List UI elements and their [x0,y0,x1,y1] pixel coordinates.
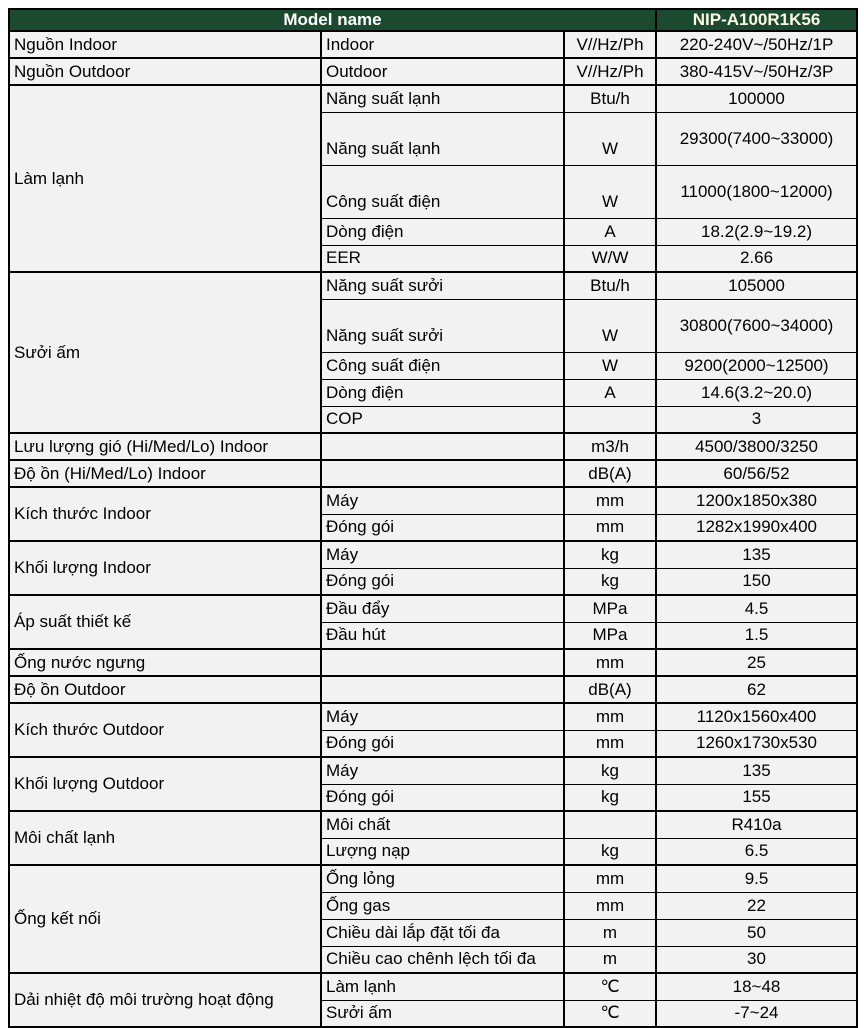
spec-label-cell: Dòng điện [321,379,564,406]
unit-cell: A [564,218,656,245]
value-cell: 4500/3800/3250 [656,433,857,460]
table-row [9,487,857,514]
unit-cell: ℃ [564,1000,656,1027]
unit-cell: mm [564,703,656,730]
table-row [9,460,857,487]
spec-label-cell: Năng suất sưởi [321,272,564,299]
spec-label-cell: Máy [321,487,564,514]
unit-cell: W/W [564,245,656,272]
spec-label-cell: Đầu đẩy [321,595,564,622]
category-cell: Kích thước Outdoor [9,703,321,757]
unit-cell: m [564,946,656,973]
value-cell: 22 [656,892,857,919]
value-cell: 1.5 [656,622,857,649]
spec-label-cell: COP [321,406,564,433]
spec-label-cell: Chiều dài lắp đặt tối đa [321,919,564,946]
value-cell: 135 [656,757,857,784]
table-row [9,757,857,784]
spec-label-cell: Lượng nạp [321,838,564,865]
unit-cell: W [564,112,656,165]
value-cell: 11000(1800~12000) [656,165,857,218]
table-row [9,272,857,299]
value-cell: 25 [656,649,857,676]
model-name-header: Model name [9,9,656,31]
category-cell: Độ ồn (Hi/Med/Lo) Indoor [9,460,321,487]
category-cell: Môi chất lạnh [9,811,321,865]
value-cell: 62 [656,676,857,703]
table-row [9,595,857,622]
value-cell: 380-415V~/50Hz/3P [656,58,857,85]
unit-cell: mm [564,865,656,892]
table-row [9,703,857,730]
value-cell: 30 [656,946,857,973]
value-cell: 1282x1990x400 [656,514,857,541]
unit-cell: Btu/h [564,272,656,299]
spec-table-body [9,31,857,1027]
unit-cell: mm [564,649,656,676]
value-cell: 105000 [656,272,857,299]
spec-label-cell: Chiều cao chênh lệch tối đa [321,946,564,973]
value-cell: 14.6(3.2~20.0) [656,379,857,406]
category-cell: Khối lượng Indoor [9,541,321,595]
unit-cell: m [564,919,656,946]
value-cell: 18.2(2.9~19.2) [656,218,857,245]
unit-cell: mm [564,514,656,541]
value-cell: 4.5 [656,595,857,622]
spec-label-cell: Ống gas [321,892,564,919]
unit-cell: W [564,352,656,379]
spec-label-cell: Dòng điện [321,218,564,245]
value-cell: 9200(2000~12500) [656,352,857,379]
table-row [9,649,857,676]
unit-cell: W [564,299,656,352]
spec-label-cell: Ống lỏng [321,865,564,892]
unit-cell: m3/h [564,433,656,460]
category-cell: Ống kết nối [9,865,321,973]
spec-label-cell: Đóng gói [321,784,564,811]
unit-cell: MPa [564,595,656,622]
category-cell: Nguồn Outdoor [9,58,321,85]
spec-label-cell: Outdoor [321,58,564,85]
unit-cell: mm [564,487,656,514]
value-cell: 220-240V~/50Hz/1P [656,31,857,58]
spec-label-cell: Năng suất lạnh [321,85,564,112]
category-cell: Độ ồn Outdoor [9,676,321,703]
spec-label-cell: Máy [321,757,564,784]
table-row [9,676,857,703]
unit-cell: dB(A) [564,460,656,487]
unit-cell [564,406,656,433]
spec-label-cell: Máy [321,703,564,730]
category-cell: Ống nước ngưng [9,649,321,676]
spec-label-cell: Năng suất lạnh [321,112,564,165]
model-number-header: NIP-A100R1K56 [656,9,857,31]
unit-cell: dB(A) [564,676,656,703]
unit-cell: mm [564,730,656,757]
spec-label-cell: Đóng gói [321,568,564,595]
value-cell: 135 [656,541,857,568]
value-cell: 3 [656,406,857,433]
spec-table [8,8,858,1028]
category-cell: Khối lượng Outdoor [9,757,321,811]
unit-cell: kg [564,568,656,595]
spec-label-cell [321,676,564,703]
unit-cell: A [564,379,656,406]
table-row [9,541,857,568]
spec-label-cell [321,433,564,460]
spec-label-cell: Năng suất sưởi [321,299,564,352]
table-row [9,58,857,85]
category-cell: Sưởi ấm [9,272,321,433]
spec-label-cell: Công suất điện [321,165,564,218]
unit-cell: W [564,165,656,218]
spec-label-cell [321,649,564,676]
table-row [9,973,857,1000]
unit-cell: kg [564,784,656,811]
category-cell: Dải nhiệt độ môi trường hoạt động [9,973,321,1027]
unit-cell: kg [564,541,656,568]
unit-cell: Btu/h [564,85,656,112]
value-cell: 1200x1850x380 [656,487,857,514]
value-cell: 1120x1560x400 [656,703,857,730]
unit-cell: V//Hz/Ph [564,58,656,85]
table-row [9,865,857,892]
value-cell: 100000 [656,85,857,112]
unit-cell: kg [564,838,656,865]
value-cell: 9.5 [656,865,857,892]
unit-cell [564,811,656,838]
table-header-row [9,9,857,31]
category-cell: Áp suất thiết kế [9,595,321,649]
unit-cell: ℃ [564,973,656,1000]
spec-label-cell: Đóng gói [321,730,564,757]
spec-label-cell: Máy [321,541,564,568]
spec-label-cell: EER [321,245,564,272]
value-cell: 60/56/52 [656,460,857,487]
category-cell: Nguồn Indoor [9,31,321,58]
spec-label-cell: Môi chất [321,811,564,838]
value-cell: 155 [656,784,857,811]
category-cell: Kích thước Indoor [9,487,321,541]
value-cell: 50 [656,919,857,946]
table-row [9,31,857,58]
spec-label-cell: Làm lạnh [321,973,564,1000]
unit-cell: mm [564,892,656,919]
value-cell: 2.66 [656,245,857,272]
unit-cell: kg [564,757,656,784]
table-row [9,811,857,838]
spec-label-cell: Công suất điện [321,352,564,379]
unit-cell: V//Hz/Ph [564,31,656,58]
value-cell: 30800(7600~34000) [656,299,857,352]
value-cell: 29300(7400~33000) [656,112,857,165]
spec-label-cell: Đóng gói [321,514,564,541]
spec-label-cell: Đầu hút [321,622,564,649]
table-row [9,85,857,112]
spec-label-cell [321,460,564,487]
spec-label-cell: Sưởi ấm [321,1000,564,1027]
value-cell: 1260x1730x530 [656,730,857,757]
unit-cell: MPa [564,622,656,649]
category-cell: Lưu lượng gió (Hi/Med/Lo) Indoor [9,433,321,460]
spec-label-cell: Indoor [321,31,564,58]
value-cell: 6.5 [656,838,857,865]
value-cell: 150 [656,568,857,595]
table-row [9,433,857,460]
category-cell: Làm lạnh [9,85,321,272]
value-cell: 18~48 [656,973,857,1000]
value-cell: R410a [656,811,857,838]
value-cell: -7~24 [656,1000,857,1027]
